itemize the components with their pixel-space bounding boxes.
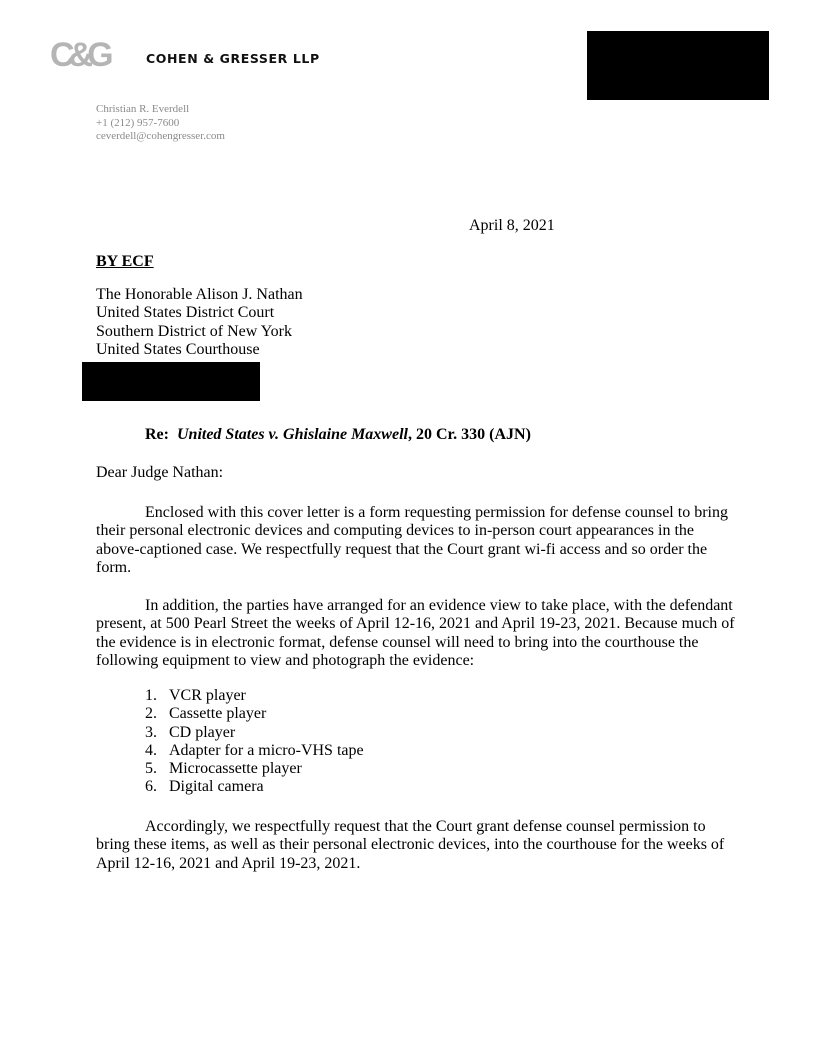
- sender-email: ceverdell@cohengresser.com: [96, 130, 225, 142]
- letter-date: April 8, 2021: [469, 217, 555, 234]
- firm-logo: C&G: [50, 36, 108, 74]
- case-name: United States v. Ghislaine Maxwell: [176, 426, 408, 443]
- firm-name: COHEN & GRESSER LLP: [146, 51, 320, 66]
- list-item: 2. Cassette player: [145, 705, 267, 723]
- delivery-method: BY ECF: [96, 253, 154, 270]
- sender-phone: +1 (212) 957-7600: [96, 116, 180, 129]
- paragraph: Accordingly, we respectfully request that the Court grant defense counsel permission to bring these items, as well as their personal electronic devices, into the courthouse for the weeks of April 12-16, 2021 and April 19-23, 2021.: [96, 818, 725, 872]
- list-item: 4. Adapter for a micro-VHS tape: [145, 741, 364, 759]
- list-item: 3. CD player: [145, 723, 236, 741]
- re-line: [145, 426, 531, 444]
- addressee-line: United States District Court: [96, 304, 275, 322]
- list-item: 6. Digital camera: [145, 778, 264, 796]
- paragraph: In addition, the parties have arranged for an evidence view to take place, with the defendant present, at 500 Pearl Street the weeks of April 12-16, 2021 and April 19-23, 2021. Because much of the evidence is in electronic format, defense counsel will need to bring into the courthouse the following equipment to view and photograph the evidence:: [96, 597, 735, 669]
- addressee-line: The Honorable Alison J. Nathan: [96, 286, 303, 303]
- addressee-block: [96, 286, 303, 359]
- addressee-line: Southern District of New York: [96, 322, 292, 340]
- sender-contact: [96, 103, 225, 144]
- equipment-list: [145, 687, 364, 797]
- case-number: , 20 Cr. 330 (AJN): [407, 426, 531, 443]
- re-prefix: Re:: [145, 426, 169, 443]
- salutation: Dear Judge Nathan:: [96, 464, 224, 481]
- redaction-box: [587, 31, 769, 100]
- redaction-box: [82, 362, 260, 401]
- addressee-line: United States Courthouse: [96, 340, 260, 358]
- sender-name: Christian R. Everdell: [96, 103, 190, 115]
- list-item: 5. Microcassette player: [145, 760, 302, 778]
- list-item: 1. VCR player: [145, 687, 246, 704]
- paragraph: Enclosed with this cover letter is a form requesting permission for defense counsel to bring their personal electronic devices and computing devices to in-person court appearances in the above-captioned case. We respectfully request that the Court grant wi-fi access and so order the form.: [96, 504, 728, 576]
